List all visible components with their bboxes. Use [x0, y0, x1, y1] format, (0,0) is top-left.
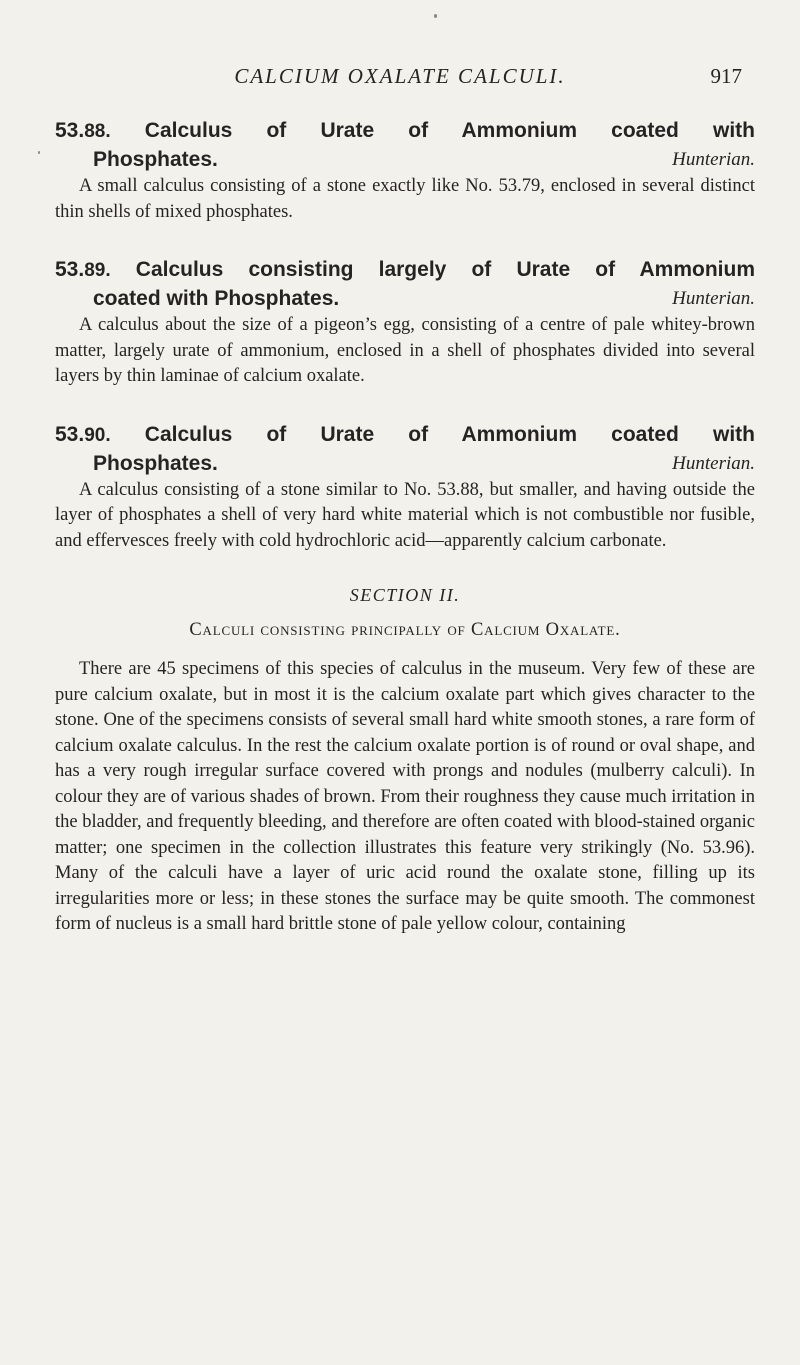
print-speck: [434, 14, 437, 18]
entry-number-major: 53.: [55, 119, 85, 142]
print-speck: [38, 151, 40, 154]
entry-number-major: 53.: [55, 422, 85, 446]
entry-source: Hunterian.: [672, 452, 755, 474]
entry-title-line1: Calculus consisting largely of Urate of Ammonium: [135, 258, 755, 281]
entry-description: A calculus about the size of a pigeon’s egg, consisting of a centre of pale whitey-brown matter, largely urate of ammonium, enclosed in a shell of phosphates divided into several layers by thin laminae of calcium oxalate.: [55, 315, 755, 386]
entry-description: A calculus consisting of a stone similar to No. 53.88, but smaller, and having outside the layer of phosphates a shell of very hard white material which is not combustible nor fusible, and effervesces freely with cold hydrochloric acid—apparently calcium carbonate.: [55, 479, 755, 551]
entry-source: Hunterian.: [672, 288, 755, 309]
page-number: 917: [710, 64, 742, 88]
entry-title-line2: Phosphates.: [93, 148, 218, 171]
section-paragraph: There are 45 specimens of this species of calculus in the museum. Very few of these are pure calcium oxalate, but in most it is the calcium oxalate part which gives character to the stone. One of the specimens consists of several small hard white smooth stones, a rare form of calcium oxalate calculus. In the rest the calcium oxalate portion is of round or oval shape, and has a very rough irregular surface covered with prongs and nodules (mulberry calculi). In colour they are of various shades of brown. From their roughness they cause much irritation in the bladder, and frequently bleeding, and therefore are often coated with blood-stained organic matter; one specimen in the collection illustrates this feature very strikingly (No. 53.96). Many of the calculi have a layer of uric acid round the oxalate stone, filling up its irregularities more or less; in these stones the surface may be quite smooth. The commonest form of nucleus is a small hard brittle stone of pale yellow colour, containing: [55, 659, 755, 934]
entry-source: Hunterian.: [672, 149, 755, 170]
section-subtitle: Calculi consisting principally of Calcium Oxalate.: [189, 620, 621, 640]
entry-number-minor: 89.: [84, 260, 111, 281]
entry-title-line1: Calculus of Urate of Ammonium coated with: [144, 119, 756, 142]
entry-number-minor: 88.: [84, 121, 111, 142]
catalogue-entry: [55, 117, 755, 225]
entry-title-line1: Calculus of Urate of Ammonium coated with: [144, 422, 756, 446]
entry-title-line2: coated with Phosphates.: [93, 287, 340, 310]
entry-heading-continuation: [55, 146, 755, 174]
running-title: CALCIUM OXALATE CALCULI.: [234, 64, 566, 88]
entry-heading-continuation: [55, 450, 755, 478]
entry-description: A small calculus consisting of a stone exactly like No. 53.79, enclosed in several distinct thin shells of mixed phosphates.: [55, 176, 755, 222]
catalogue-entry: [55, 256, 755, 390]
entry-heading: [55, 256, 755, 285]
page-header: [0, 64, 800, 92]
entry-title-line2: Phosphates.: [93, 451, 218, 475]
entry-number-minor: 90.: [84, 424, 111, 446]
entry-number-major: 53.: [55, 258, 85, 281]
catalogue-entry: [55, 421, 755, 555]
section-title: SECTION II.: [349, 585, 461, 605]
entry-heading: [55, 117, 755, 146]
entry-heading-continuation: [55, 285, 755, 313]
entry-heading: [55, 421, 755, 450]
page-content: [55, 117, 755, 938]
